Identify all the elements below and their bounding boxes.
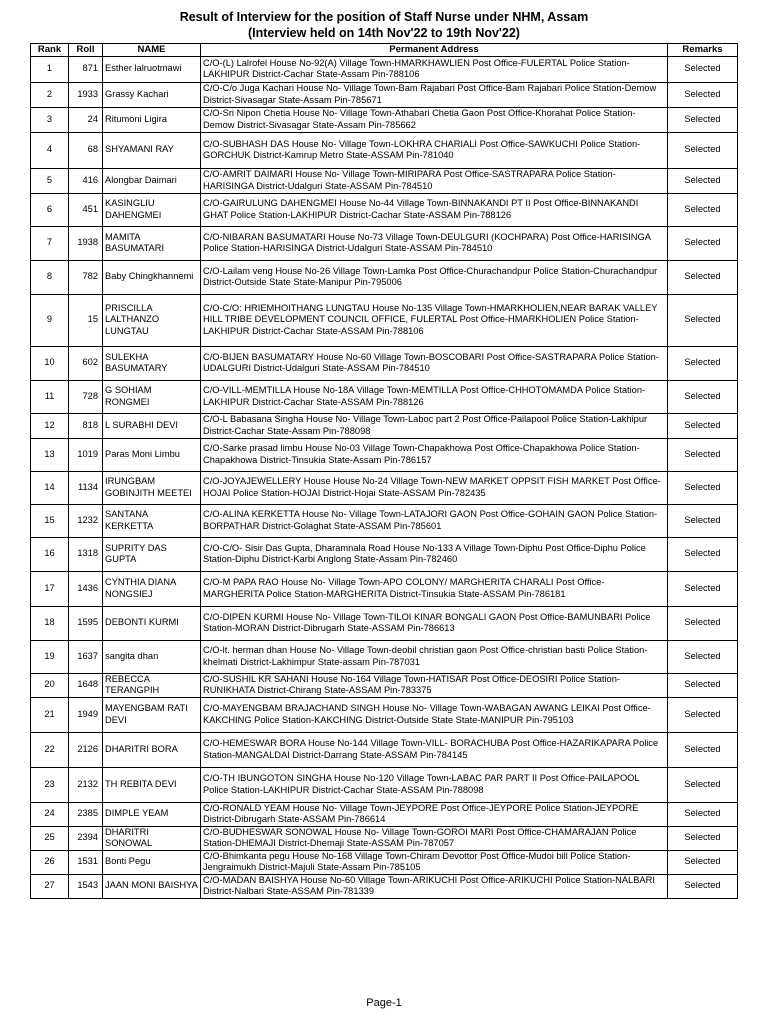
roll-cell: 1232 [69,504,103,537]
rank-cell: 20 [31,673,69,697]
table-row [31,346,738,380]
name-cell: Grassy Kachari [103,82,201,107]
roll-cell: 1134 [69,471,103,504]
table-row [31,732,738,767]
remarks-cell: Selected [668,673,738,697]
roll-cell: 1595 [69,606,103,640]
name-cell: Bonti Pegu [103,850,201,874]
roll-cell: 1543 [69,874,103,898]
rank-cell: 4 [31,132,69,168]
rank-cell: 6 [31,193,69,226]
rank-cell: 27 [31,874,69,898]
rank-cell: 18 [31,606,69,640]
address-cell: C/O-M PAPA RAO House No- Village Town-APO COLONY/ MARGHERITA CHARALI Post Office-MARGHERITA Police Station-MARGHERITA District-Tinsukia State-ASSAM Pin-786181 [201,571,668,606]
name-cell: DHARITRI SONOWAL [103,826,201,850]
table-row [31,380,738,413]
roll-cell: 871 [69,56,103,82]
address-cell: C/O-Bhimkanta pegu House No-168 Village Town-Chiram Devottor Post Office-Mudoi bill Police Station-Jengraimukh District-Majuli State-Assam Pin-785105 [201,850,668,874]
address-cell: C/O-JOYAJEWELLERY House House No-24 Village Town-NEW MARKET OPPSIT FISH MARKET Post Office-HOJAI Police Station-HOJAI District-Hojai State-ASSAM Pin-782435 [201,471,668,504]
roll-cell: 2126 [69,732,103,767]
roll-cell: 782 [69,260,103,294]
roll-cell: 818 [69,413,103,438]
table-row [31,571,738,606]
roll-cell: 1019 [69,438,103,471]
rank-cell: 25 [31,826,69,850]
remarks-cell: Selected [668,571,738,606]
header-address: Permanent Address [201,44,668,57]
table-row [31,260,738,294]
table-row [31,802,738,826]
rank-cell: 15 [31,504,69,537]
table-row [31,504,738,537]
roll-cell: 1531 [69,850,103,874]
table-row [31,107,738,132]
roll-cell: 1933 [69,82,103,107]
name-cell: G SOHIAM RONGMEI [103,380,201,413]
table-row [31,413,738,438]
name-cell: DHARITRI BORA [103,732,201,767]
remarks-cell: Selected [668,346,738,380]
address-cell: C/O-BUDHESWAR SONOWAL House No- Village Town-GOROI MARI Post Office-CHAMARAJAN Police Station-DHEMAJI District-Dhemaji State-ASSAM Pin-787057 [201,826,668,850]
name-cell: Esther lalruotmawi [103,56,201,82]
address-cell: C/O-C/o Juga Kachari House No- Village Town-Bam Rajabari Post Office-Bam Rajabari Police Station-Demow District-Sivasagar State-Assam Pin-785671 [201,82,668,107]
table-row [31,673,738,697]
table-row [31,132,738,168]
rank-cell: 2 [31,82,69,107]
table-row [31,294,738,346]
address-cell: C/O-AMRIT DAIMARI House No- Village Town-MIRIPARA Post Office-SASTRAPARA Police Station-HARISINGA District-Udalguri State-ASSAM Pin-784510 [201,168,668,193]
name-cell: IRUNGBAM GOBINJITH MEETEI [103,471,201,504]
table-row [31,438,738,471]
header-roll: Roll [69,44,103,57]
remarks-cell: Selected [668,168,738,193]
address-cell: C/O-MADAN BAISHYA House No-60 Village Town-ARIKUCHI Post Office-ARIKUCHI Police Station-NALBARI District-Nalbari State-ASSAM Pin-781339 [201,874,668,898]
roll-cell: 1938 [69,226,103,260]
roll-cell: 1318 [69,537,103,571]
rank-cell: 21 [31,697,69,732]
remarks-cell: Selected [668,226,738,260]
document-subtitle: (Interview held on 14th Nov'22 to 19th Nov'22) [248,26,520,40]
address-cell: C/O-VILL-MEMTILLA House No-18A Village Town-MEMTILLA Post Office-CHHOTOMAMDA Police Station-LAKHIPUR District-Cachar State-ASSAM Pin-788126 [201,380,668,413]
roll-cell: 416 [69,168,103,193]
address-cell: C/O-SUBHASH DAS House No- Village Town-LOKHRA CHARIALI Post Office-SAWKUCHI Police Station-GORCHUK District-Kamrup Metro State-ASSAM Pin-781040 [201,132,668,168]
remarks-cell: Selected [668,732,738,767]
remarks-cell: Selected [668,107,738,132]
header-name: NAME [103,44,201,57]
roll-cell: 451 [69,193,103,226]
table-row [31,82,738,107]
rank-cell: 12 [31,413,69,438]
remarks-cell: Selected [668,56,738,82]
address-cell: C/O-TH IBUNGOTON SINGHA House No-120 Village Town-LABAC PAR PART II Post Office-PAILAPOOL Police Station-LAKHIPUR District-Cachar State-ASSAM Pin-788098 [201,767,668,802]
roll-cell: 2385 [69,802,103,826]
address-cell: C/O-MAYENGBAM BRAJACHAND SINGH House No- Village Town-WABAGAN AWANG LEIKAI Post Office-KAKCHING Police Station-KAKCHING District-Outside State State-MANIPUR Pin-795103 [201,697,668,732]
name-cell: MAYENGBAM RATI DEVI [103,697,201,732]
rank-cell: 3 [31,107,69,132]
remarks-cell: Selected [668,132,738,168]
name-cell: REBECCA TERANGPIH [103,673,201,697]
remarks-cell: Selected [668,826,738,850]
remarks-cell: Selected [668,504,738,537]
remarks-cell: Selected [668,697,738,732]
remarks-cell: Selected [668,537,738,571]
rank-cell: 13 [31,438,69,471]
table-row [31,226,738,260]
remarks-cell: Selected [668,640,738,673]
name-cell: DEBONTI KURMI [103,606,201,640]
remarks-cell: Selected [668,82,738,107]
address-cell: C/O-SUSHIL KR SAHANI House No-164 Village Town-HATISAR Post Office-DEOSIRI Police Station-RUNIKHATA District-Chirang State-ASSAM Pin-783375 [201,673,668,697]
name-cell: Paras Moni Limbu [103,438,201,471]
roll-cell: 1949 [69,697,103,732]
rank-cell: 22 [31,732,69,767]
table-row [31,850,738,874]
name-cell: Alongbar Daimari [103,168,201,193]
table-row [31,874,738,898]
name-cell: SANTANA KERKETTA [103,504,201,537]
table-row [31,56,738,82]
table-header-row [31,44,738,57]
roll-cell: 728 [69,380,103,413]
table-row [31,606,738,640]
remarks-cell: Selected [668,471,738,504]
remarks-cell: Selected [668,438,738,471]
table-row [31,640,738,673]
address-cell: C/O-lt. herman dhan House No- Village Town-deobil christian gaon Post Office-christian basti Police Station-khelmati District-Lakhimpur State-assam Pin-787031 [201,640,668,673]
remarks-cell: Selected [668,850,738,874]
address-cell: C/O-Lailam veng House No-26 Village Town-Lamka Post Office-Churachandpur Police Station-Churachandpur District-Outside State State-Manipur Pin-795006 [201,260,668,294]
roll-cell: 2394 [69,826,103,850]
name-cell: Baby Chingkhannemi [103,260,201,294]
address-cell: C/O-GAIRULUNG DAHENGMEI House No-44 Village Town-BINNAKANDI PT II Post Office-BINNAKANDI GHAT Police Station-LAKHIPUR District-Cachar State-ASSAM Pin-788126 [201,193,668,226]
remarks-cell: Selected [668,380,738,413]
address-cell: C/O-Sri Nipon Chetia House No- Village Town-Athabari Chetia Gaon Post Office-Khorahat Police Station-Demow District-Sivasagar State-Assam Pin-785662 [201,107,668,132]
address-cell: C/O-C/O: HRIEMHOITHANG LUNGTAU House No-135 Village Town-HMARKHOLIEN,NEAR BARAK VALLEY HILL TRIBE DEVELOPMENT COUNCIL OFFICE, FULERTAL Post Office-HMARKHOLIEN Police Station-LAKHIPUR District-Cachar State-ASSAM Pin-788106 [201,294,668,346]
name-cell: SUPRITY DAS GUPTA [103,537,201,571]
name-cell: TH REBITA DEVI [103,767,201,802]
page-number: Page-1 [366,997,402,1009]
address-cell: C/O-ALINA KERKETTA House No- Village Town-LATAJORI GAON Post Office-GOHAIN GAON Police Station-BORPATHAR District-Golaghat State-ASSAM Pin-785601 [201,504,668,537]
table-row [31,471,738,504]
rank-cell: 19 [31,640,69,673]
remarks-cell: Selected [668,413,738,438]
address-cell: C/O-DIPEN KURMI House No- Village Town-TILOI KINAR BONGALI GAON Post Office-BAMUNBARI Police Station-MORAN District-Dibrugarh State-ASSAM Pin-786613 [201,606,668,640]
name-cell: DIMPLE YEAM [103,802,201,826]
document-title: Result of Interview for the position of Staff Nurse under NHM, Assam [179,10,589,24]
address-cell: C/O-NIBARAN BASUMATARI House No-73 Village Town-DEULGURI (KOCHPARA) Post Office-HARISINGA Police Station-HARISINGA District-Udalguri State-ASSAM Pin-784510 [201,226,668,260]
table-row [31,537,738,571]
table-row [31,767,738,802]
header-remarks: Remarks [668,44,738,57]
rank-cell: 26 [31,850,69,874]
remarks-cell: Selected [668,767,738,802]
rank-cell: 5 [31,168,69,193]
name-cell: Ritumoni Ligira [103,107,201,132]
address-cell: C/O-Sarke prasad limbu House No-03 Village Town-Chapakhowa Post Office-Chapakhowa Police Station-Chapakhowa District-Tinsukia State-Assam Pin-786157 [201,438,668,471]
name-cell: L SURABHI DEVI [103,413,201,438]
address-cell: C/O-(L) Lalrofel House No-92(A) Village Town-HMARKHAWLIEN Post Office-FULERTAL Police Station-LAKHIPUR District-Cachar State-Assam Pin-788106 [201,56,668,82]
roll-cell: 2132 [69,767,103,802]
address-cell: C/O-C/O- Sisir Das Gupta, Dharamnala Road House No-133 A Village Town-Diphu Post Office-Diphu Police Station-Diphu District-Karbi Anglong State-Assam Pin-782460 [201,537,668,571]
table-row [31,193,738,226]
remarks-cell: Selected [668,193,738,226]
roll-cell: 15 [69,294,103,346]
name-cell: SHYAMANI RAY [103,132,201,168]
remarks-cell: Selected [668,874,738,898]
rank-cell: 16 [31,537,69,571]
rank-cell: 24 [31,802,69,826]
rank-cell: 11 [31,380,69,413]
address-cell: C/O-BIJEN BASUMATARY House No-60 Village Town-BOSCOBARI Post Office-SASTRAPARA Police Station-UDALGURI District-Udalguri State-ASSAM Pin-784510 [201,346,668,380]
roll-cell: 24 [69,107,103,132]
address-cell: C/O-RONALD YEAM House No- Village Town-JEYPORE Post Office-JEYPORE Police Station-JEYPORE District-Dibrugarh State-ASSAM Pin-786614 [201,802,668,826]
remarks-cell: Selected [668,606,738,640]
roll-cell: 1648 [69,673,103,697]
rank-cell: 10 [31,346,69,380]
remarks-cell: Selected [668,802,738,826]
remarks-cell: Selected [668,294,738,346]
results-table [30,43,738,899]
name-cell: MAMITA BASUMATARI [103,226,201,260]
rank-cell: 7 [31,226,69,260]
name-cell: JAAN MONI BAISHYA [103,874,201,898]
name-cell: PRISCILLA LALTHANZO LUNGTAU [103,294,201,346]
address-cell: C/O-L Babasana Singha House No- Village Town-Laboc part 2 Post Office-Pailapool Police Station-Lakhipur District-Cachar State-Assam Pin-788098 [201,413,668,438]
rank-cell: 1 [31,56,69,82]
rank-cell: 17 [31,571,69,606]
name-cell: CYNTHIA DIANA NONGSIEJ [103,571,201,606]
rank-cell: 8 [31,260,69,294]
roll-cell: 68 [69,132,103,168]
name-cell: SULEKHA BASUMATARY [103,346,201,380]
rank-cell: 14 [31,471,69,504]
roll-cell: 1637 [69,640,103,673]
address-cell: C/O-HEMESWAR BORA House No-144 Village Town-VILL- BORACHUBA Post Office-HAZARIKAPARA Police Station-MANGALDAI District-Darrang State-ASSAM Pin-784145 [201,732,668,767]
name-cell: sangita dhan [103,640,201,673]
roll-cell: 1436 [69,571,103,606]
name-cell: KASINGLIU DAHENGMEI [103,193,201,226]
table-row [31,697,738,732]
rank-cell: 23 [31,767,69,802]
header-rank: Rank [31,44,69,57]
roll-cell: 602 [69,346,103,380]
remarks-cell: Selected [668,260,738,294]
rank-cell: 9 [31,294,69,346]
table-row [31,826,738,850]
table-row [31,168,738,193]
